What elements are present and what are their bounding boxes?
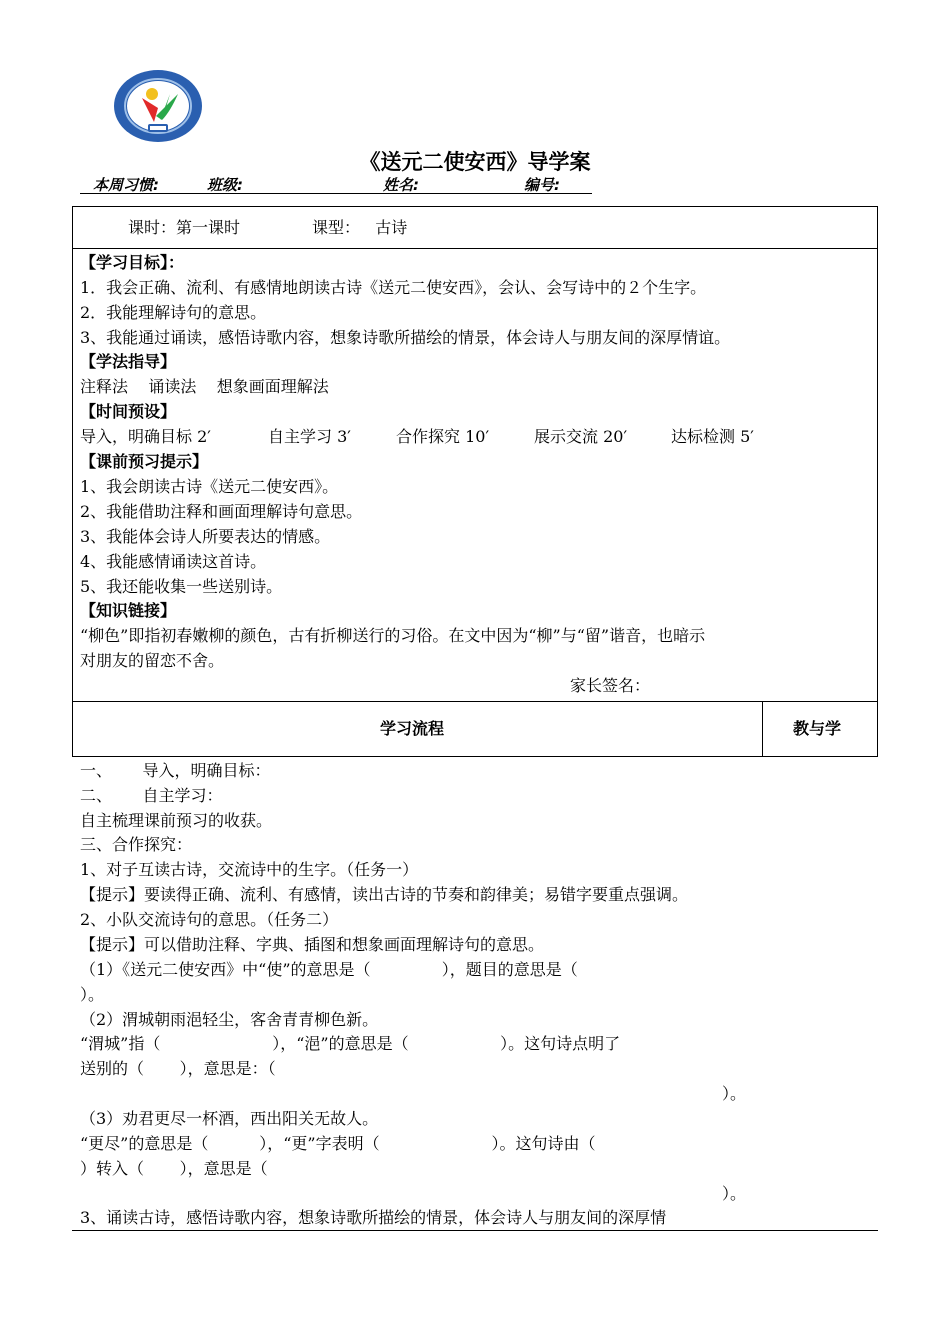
lesson-type-info: 课型： 古诗 — [312, 218, 408, 237]
flow-heading: 学习流程 — [380, 719, 445, 738]
teach-learn-heading: 教与学 — [793, 719, 842, 738]
flow-line: 【提示】可以借助注释、字典、插图和想象画面理解诗句的意思。 — [80, 935, 545, 954]
info-row-border — [72, 248, 878, 249]
flow-line: 三、合作探究： — [80, 835, 193, 854]
method-text: 注释法 诵读法 想象画面理解法 — [80, 377, 329, 396]
knowledge-text: “柳色”即指初春嫩柳的颜色，古有折柳送行的习俗。在文中因为“柳”与“留”谐音，也暗示 — [80, 626, 706, 645]
header-underline — [80, 193, 592, 194]
goals-heading: 【学习目标】： — [80, 253, 185, 272]
preview-item: 3、我能体会诗人所要表达的情感。 — [80, 527, 331, 546]
parent-signature-label: 家长签名： — [570, 676, 651, 695]
flow-line: ）。 — [722, 1184, 747, 1203]
table-top-border — [72, 206, 878, 207]
table-right-border — [877, 206, 878, 757]
goal-item: 2．我能理解诗句的意思。 — [80, 303, 267, 322]
school-logo — [112, 68, 204, 144]
preview-item: 5、我还能收集一些送别诗。 — [80, 577, 283, 596]
class-label: 班级: — [207, 176, 243, 194]
flow-header-border — [72, 756, 878, 757]
weekly-habit-label: 本周习惯: — [93, 176, 159, 194]
section-border — [72, 701, 878, 702]
flow-line: “渭城”指（ ），“浥”的意思是（ ）。这句诗点明了 — [80, 1034, 621, 1053]
flow-line: （3）劝君更尽一杯酒，西出阳关无故人。 — [80, 1109, 379, 1128]
time-item: 导入，明确目标 2′ — [80, 427, 211, 446]
flow-line: 1、对子互读古诗，交流诗中的生字。（任务一） — [80, 860, 419, 879]
flow-line: 一、 导入，明确目标： — [80, 761, 271, 780]
preview-item: 4、我能感情诵读这首诗。 — [80, 552, 267, 571]
table-left-border — [72, 206, 73, 756]
preview-heading: 【课前预习提示】 — [80, 452, 209, 471]
flow-line: 【提示】要读得正确、流利、有感情，读出古诗的节奏和韵律美；易错字要重点强调。 — [80, 885, 689, 904]
preview-item: 1、我会朗读古诗《送元二使安西》。 — [80, 477, 339, 496]
flow-line: ）。 — [80, 985, 105, 1004]
knowledge-heading: 【知识链接】 — [80, 601, 177, 620]
time-item: 合作探究 10′ — [396, 427, 490, 446]
number-label: 编号: — [524, 176, 560, 194]
flow-line: ）转入（ ），意思是（ — [80, 1159, 268, 1178]
page-title: 《送元二使安西》导学案 — [359, 149, 591, 174]
flow-line: 送别的（ ），意思是：（ — [80, 1059, 276, 1078]
time-heading: 【时间预设】 — [80, 402, 177, 421]
flow-line: 自主梳理课前预习的收获。 — [80, 811, 273, 830]
time-item: 达标检测 5′ — [671, 427, 754, 446]
flow-line: 3、诵读古诗，感悟诗歌内容，想象诗歌所描绘的情景，体会诗人与朋友间的深厚情 — [80, 1208, 667, 1227]
period-info: 课时：第一课时 — [128, 218, 241, 237]
knowledge-text: 对朋友的留恋不舍。 — [80, 651, 225, 670]
flow-line: 2、小队交流诗句的意思。（任务二） — [80, 910, 339, 929]
time-item: 展示交流 20′ — [534, 427, 628, 446]
name-label: 姓名: — [383, 176, 419, 194]
goal-item: 1．我会正确、流利、有感情地朗读古诗《送元二使安西》，会认、会写诗中的２个生字。 — [80, 278, 707, 297]
flow-line: ）。 — [722, 1084, 747, 1103]
goal-item: 3、我能通过诵读，感悟诗歌内容，想象诗歌所描绘的情景，体会诗人与朋友间的深厚情谊。 — [80, 328, 731, 347]
table-bottom-border — [72, 1230, 878, 1231]
flow-column-divider — [762, 701, 763, 757]
flow-line: （2）渭城朝雨浥轻尘，客舍青青柳色新。 — [80, 1010, 379, 1029]
method-heading: 【学法指导】 — [80, 352, 177, 371]
flow-line: 二、 自主学习： — [80, 786, 223, 805]
flow-line: （1）《送元二使安西》中“使”的意思是（ ），题目的意思是（ — [80, 960, 578, 979]
preview-item: 2、我能借助注释和画面理解诗句意思。 — [80, 502, 363, 521]
flow-line: “更尽”的意思是（ ），“更”字表明（ ）。这句诗由（ — [80, 1134, 596, 1153]
time-item: 自主学习 3′ — [268, 427, 351, 446]
